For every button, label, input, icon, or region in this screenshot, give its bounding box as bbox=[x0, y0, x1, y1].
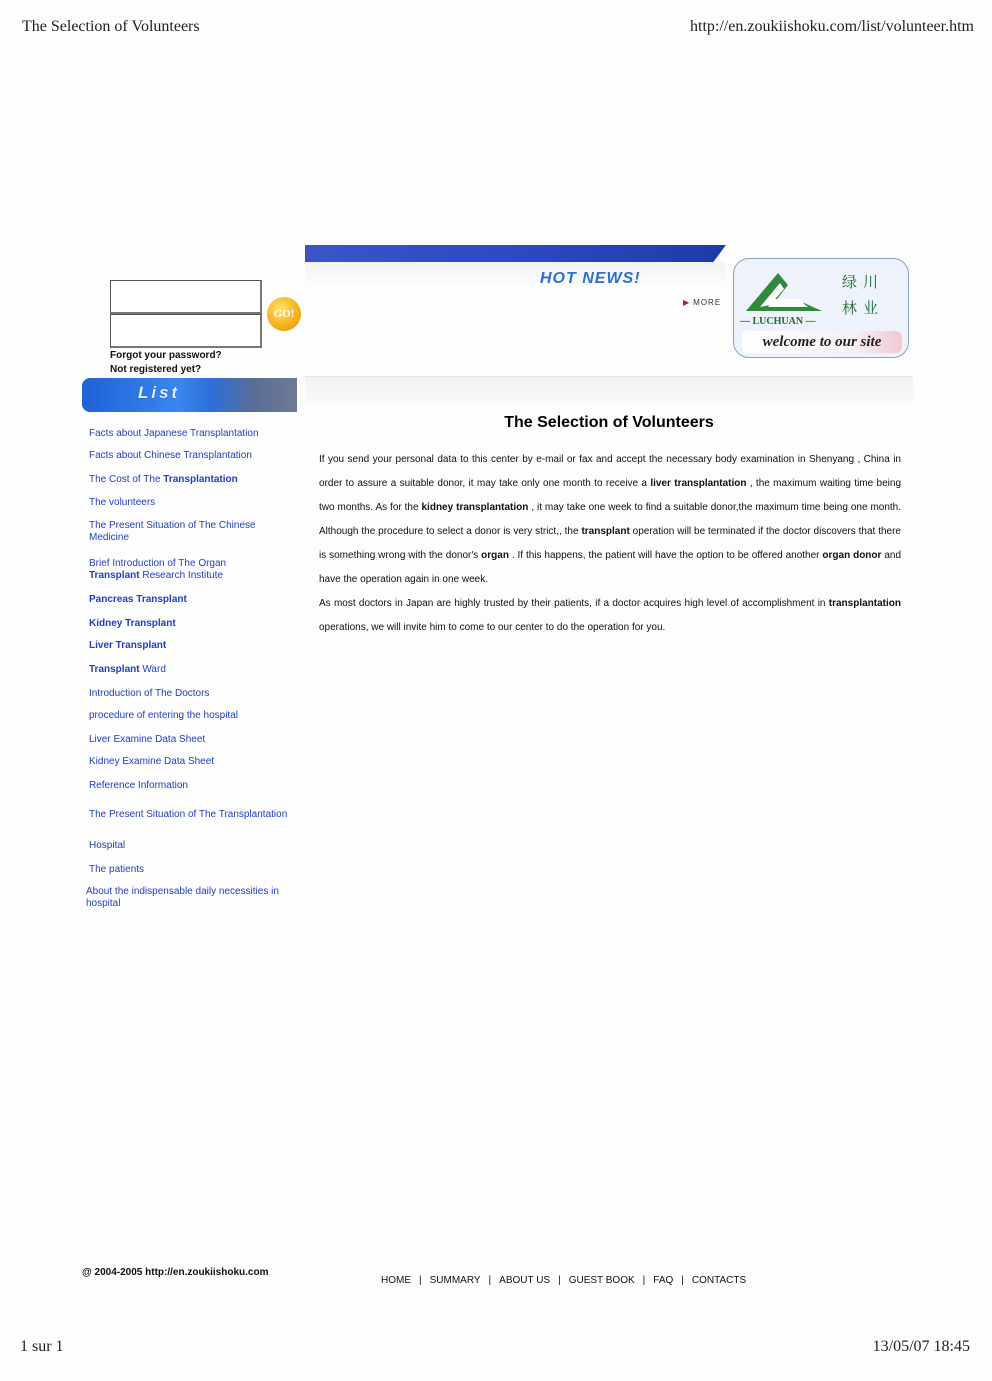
article-text-bold: liver transplantation bbox=[650, 478, 747, 489]
sidebar-item-liver[interactable]: Liver Transplant bbox=[89, 640, 167, 651]
sidebar-item-kidney-sheet[interactable]: Kidney Examine Data Sheet bbox=[89, 756, 215, 767]
article-title: The Selection of Volunteers bbox=[504, 414, 714, 431]
article-text: , the maximum waiting time being two months. As for the bbox=[319, 478, 902, 513]
logo-mountain-icon bbox=[744, 269, 824, 315]
footer-link-about[interactable]: ABOUT US bbox=[499, 1275, 551, 1286]
sidebar-item-pancreas[interactable]: Pancreas Transplant bbox=[89, 594, 187, 605]
sidebar-item-patients[interactable]: The patients bbox=[89, 864, 145, 875]
triangle-right-icon: ▶ bbox=[683, 298, 691, 307]
print-footer-date: 13/05/07 18:45 bbox=[872, 1338, 970, 1355]
sidebar-item-ward[interactable] bbox=[89, 664, 289, 676]
article-paragraph-1 bbox=[319, 448, 901, 592]
footer-link-home[interactable]: HOME bbox=[381, 1275, 411, 1286]
banner-stripe bbox=[305, 245, 726, 262]
article-text: and have the operation again in one week. bbox=[319, 550, 902, 585]
article-text: , it may take one week to find a suitable donor,the maximum time being one month. Although the procedure to select a donor is very strict,, the bbox=[319, 502, 902, 537]
sidebar-item-hospital[interactable]: Hospital bbox=[89, 840, 126, 851]
article-text-bold: organ donor bbox=[822, 550, 882, 561]
article-body bbox=[319, 448, 901, 640]
footer-link-faq[interactable]: FAQ bbox=[653, 1275, 674, 1286]
article-text: . If this happens, the patient will have the option to be offered another bbox=[508, 550, 823, 561]
more-label: MORE bbox=[693, 298, 722, 307]
footer-separator: | bbox=[488, 1275, 492, 1286]
article-text: operations, we will invite him to come to our center to do the operation for you. bbox=[319, 622, 666, 633]
sidebar-item-japanese-facts[interactable]: Facts about Japanese Transplantation bbox=[89, 428, 259, 439]
sidebar-item-kidney[interactable]: Kidney Transplant bbox=[89, 618, 176, 629]
sidebar-item-label: Research Institute bbox=[139, 570, 223, 581]
sidebar-item-chinese-medicine[interactable]: The Present Situation of The Chinese Medicine bbox=[89, 520, 256, 543]
sidebar-item-label-bold: Transplant bbox=[89, 664, 140, 675]
list-header-bar bbox=[82, 378, 297, 412]
logo-chinese-line-1: 绿川 bbox=[842, 273, 885, 291]
logo-name: — LUCHUAN — bbox=[740, 316, 816, 327]
sidebar-item-label-bold: Transplant bbox=[89, 570, 140, 581]
username-input[interactable] bbox=[110, 280, 262, 314]
copyright-text: @ 2004-2005 http://en.zoukiishoku.com bbox=[82, 1267, 269, 1278]
article-text-bold: kidney transplantation bbox=[421, 502, 529, 513]
sidebar-item-label: Ward bbox=[139, 664, 166, 675]
site-logo[interactable] bbox=[733, 258, 909, 358]
logo-chinese-line-2: 林业 bbox=[842, 299, 885, 317]
article-text-bold: organ bbox=[481, 550, 509, 561]
sidebar-item-cost[interactable] bbox=[89, 474, 289, 486]
footer-separator: | bbox=[681, 1275, 684, 1286]
welcome-banner: welcome to our site bbox=[742, 331, 902, 353]
footer-separator: | bbox=[642, 1275, 646, 1286]
sidebar-item-volunteers[interactable]: The volunteers bbox=[89, 497, 156, 508]
article-text: operation will be terminated if the doctor discovers that there is something wrong with the donor's bbox=[319, 526, 901, 561]
footer-separator: | bbox=[419, 1275, 422, 1286]
more-news-link[interactable] bbox=[683, 298, 721, 307]
footer-link-summary[interactable]: SUMMARY bbox=[429, 1275, 481, 1286]
sidebar-item-research-institute[interactable] bbox=[89, 558, 279, 582]
sidebar-item-liver-sheet[interactable]: Liver Examine Data Sheet bbox=[89, 734, 206, 745]
sidebar-item-daily-necessities[interactable]: About the indispensable daily necessities in hospital bbox=[86, 886, 279, 909]
footer-link-contacts[interactable]: CONTACTS bbox=[691, 1275, 747, 1286]
sidebar-item-label: The Cost of The bbox=[89, 474, 164, 485]
go-button[interactable]: GO! bbox=[267, 297, 301, 331]
footer-link-guestbook[interactable]: GUEST BOOK bbox=[568, 1275, 635, 1286]
print-footer-page: 1 sur 1 bbox=[20, 1338, 64, 1355]
register-link[interactable]: Not registered yet? bbox=[110, 364, 202, 375]
print-header-url: http://en.zoukiishoku.com/list/volunteer.htm bbox=[690, 18, 974, 35]
hot-news-heading: HOT NEWS! bbox=[540, 270, 641, 287]
password-input[interactable] bbox=[110, 314, 262, 348]
sidebar-item-doctors[interactable]: Introduction of The Doctors bbox=[89, 688, 210, 699]
forgot-password-link[interactable]: Forgot your password? bbox=[110, 350, 222, 361]
footer-nav bbox=[381, 1275, 746, 1286]
sidebar-item-procedure[interactable]: procedure of entering the hospital bbox=[89, 710, 238, 721]
sidebar-item-label-bold: Transplantation bbox=[163, 474, 238, 485]
sidebar-item-chinese-facts[interactable]: Facts about Chinese Transplantation bbox=[89, 450, 252, 461]
hot-news-band bbox=[305, 262, 726, 294]
article-text: If you send your personal data to this center by e-mail or fax and accept the necessary body examination in Shenyang , China in order to assure a suitable donor, it may take only one month to receive a bbox=[319, 454, 901, 489]
footer-separator: | bbox=[558, 1275, 561, 1286]
sidebar-item-reference[interactable]: Reference Information bbox=[89, 780, 188, 791]
article-text-bold: transplant bbox=[581, 526, 630, 537]
sidebar-item-label: Brief Introduction of The Organ bbox=[89, 558, 227, 569]
content-header-band bbox=[305, 376, 913, 403]
sidebar-item-present-transplantation[interactable]: The Present Situation of The Transplantation bbox=[89, 809, 288, 820]
list-heading: List bbox=[138, 383, 181, 402]
print-header-title: The Selection of Volunteers bbox=[22, 18, 200, 35]
article-text-bold: transplantation bbox=[828, 598, 901, 609]
article-paragraph-2 bbox=[319, 592, 901, 640]
article-text: As most doctors in Japan are highly trusted by their patients, if a doctor acquires high level of accomplishment in bbox=[319, 598, 829, 609]
